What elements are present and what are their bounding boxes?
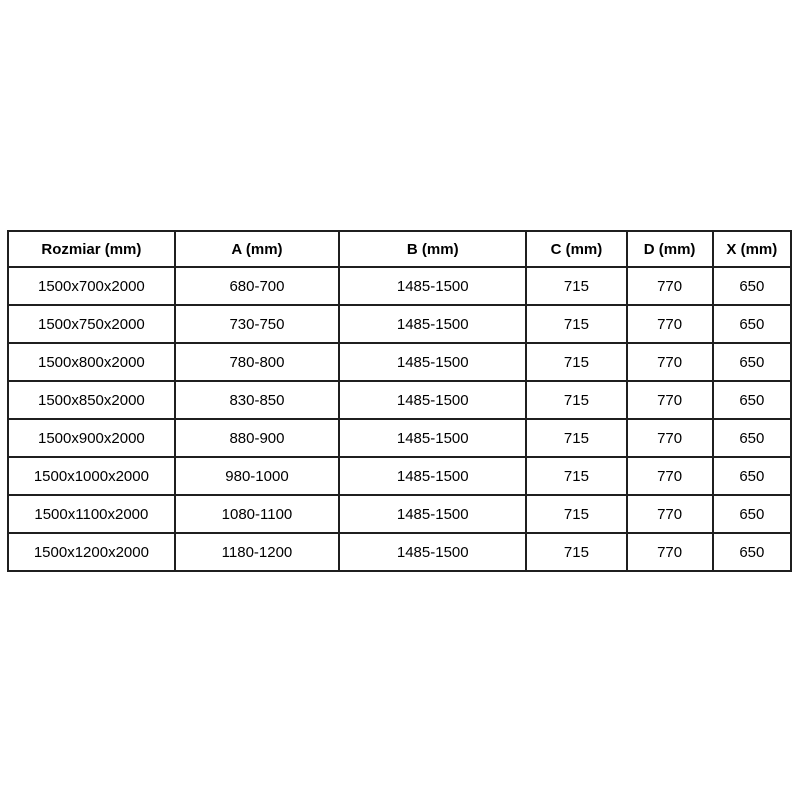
column-header-c: C (mm) (526, 231, 626, 267)
cell-d: 770 (627, 381, 713, 419)
cell-x: 650 (713, 457, 791, 495)
cell-c: 715 (526, 305, 626, 343)
table-row (8, 343, 791, 381)
table-row (8, 457, 791, 495)
table-row (8, 419, 791, 457)
cell-a: 980-1000 (175, 457, 339, 495)
column-header-a: A (mm) (175, 231, 339, 267)
cell-rozmiar: 1500x750x2000 (8, 305, 175, 343)
cell-x: 650 (713, 533, 791, 571)
cell-c: 715 (526, 495, 626, 533)
cell-rozmiar: 1500x700x2000 (8, 267, 175, 305)
cell-d: 770 (627, 533, 713, 571)
cell-b: 1485-1500 (339, 343, 526, 381)
cell-d: 770 (627, 419, 713, 457)
cell-b: 1485-1500 (339, 495, 526, 533)
table-body (8, 267, 791, 571)
cell-d: 770 (627, 495, 713, 533)
cell-rozmiar: 1500x900x2000 (8, 419, 175, 457)
column-header-d: D (mm) (627, 231, 713, 267)
cell-b: 1485-1500 (339, 305, 526, 343)
table-row (8, 381, 791, 419)
cell-a: 1080-1100 (175, 495, 339, 533)
table-row (8, 533, 791, 571)
column-header-b: B (mm) (339, 231, 526, 267)
cell-a: 730-750 (175, 305, 339, 343)
size-table-container (7, 230, 792, 572)
cell-a: 1180-1200 (175, 533, 339, 571)
cell-c: 715 (526, 419, 626, 457)
cell-b: 1485-1500 (339, 457, 526, 495)
cell-b: 1485-1500 (339, 419, 526, 457)
cell-d: 770 (627, 457, 713, 495)
cell-rozmiar: 1500x1200x2000 (8, 533, 175, 571)
cell-x: 650 (713, 419, 791, 457)
column-header-rozmiar: Rozmiar (mm) (8, 231, 175, 267)
cell-a: 680-700 (175, 267, 339, 305)
table-row (8, 495, 791, 533)
cell-rozmiar: 1500x1000x2000 (8, 457, 175, 495)
cell-b: 1485-1500 (339, 381, 526, 419)
cell-x: 650 (713, 343, 791, 381)
cell-a: 880-900 (175, 419, 339, 457)
cell-d: 770 (627, 343, 713, 381)
cell-a: 830-850 (175, 381, 339, 419)
cell-c: 715 (526, 381, 626, 419)
cell-b: 1485-1500 (339, 533, 526, 571)
cell-x: 650 (713, 305, 791, 343)
cell-a: 780-800 (175, 343, 339, 381)
column-header-x: X (mm) (713, 231, 791, 267)
cell-c: 715 (526, 457, 626, 495)
cell-c: 715 (526, 533, 626, 571)
cell-c: 715 (526, 343, 626, 381)
cell-rozmiar: 1500x1100x2000 (8, 495, 175, 533)
cell-x: 650 (713, 381, 791, 419)
table-header (8, 231, 791, 267)
table-row (8, 305, 791, 343)
cell-rozmiar: 1500x850x2000 (8, 381, 175, 419)
header-row (8, 231, 791, 267)
cell-x: 650 (713, 267, 791, 305)
cell-rozmiar: 1500x800x2000 (8, 343, 175, 381)
cell-c: 715 (526, 267, 626, 305)
table-row (8, 267, 791, 305)
cell-d: 770 (627, 267, 713, 305)
size-dimensions-table (7, 230, 792, 572)
cell-d: 770 (627, 305, 713, 343)
cell-b: 1485-1500 (339, 267, 526, 305)
cell-x: 650 (713, 495, 791, 533)
